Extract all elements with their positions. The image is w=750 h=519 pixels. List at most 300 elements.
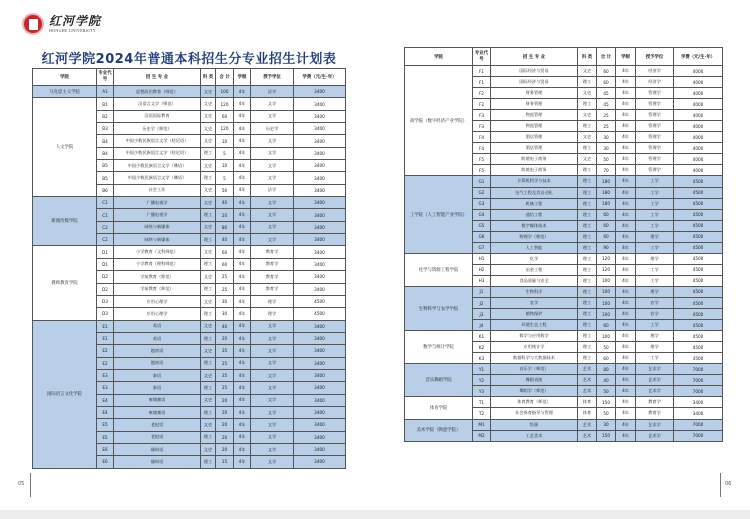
code-cell: F3 (473, 110, 491, 121)
degree-cell: 文学 (251, 110, 294, 122)
category-cell: 理工 (578, 253, 597, 264)
category-cell: 理工 (201, 357, 216, 369)
duration-cell: 4年 (234, 369, 251, 381)
college-cell: 化学与资源工程学院 (405, 253, 473, 286)
category-cell: 理工 (578, 77, 597, 88)
major-cell: 体育教育（师范） (491, 397, 578, 408)
duration-cell: 4年 (616, 77, 636, 88)
duration-cell: 4年 (616, 110, 636, 121)
duration-cell: 4年 (234, 443, 251, 455)
fee-cell: 3400 (294, 443, 346, 455)
duration-cell: 4年 (234, 295, 251, 307)
college-cell: 生物科学与农学学院 (405, 286, 473, 330)
code-cell: G2 (473, 187, 491, 198)
total-cell: 50 (597, 342, 616, 353)
total-cell: 20 (216, 419, 234, 431)
code-cell: G1 (473, 176, 491, 187)
category-cell: 理工 (578, 121, 597, 132)
code-cell: F2 (473, 99, 491, 110)
major-cell: 中国少数民族语言文学（彝语） (114, 172, 201, 184)
code-cell: F3 (473, 121, 491, 132)
degree-cell: 艺术学 (636, 430, 674, 441)
duration-cell: 4年 (616, 231, 636, 242)
degree-cell: 文学 (251, 147, 294, 159)
duration-cell: 4年 (616, 99, 636, 110)
code-cell: E6 (97, 456, 114, 468)
fee-cell: 4000 (674, 99, 723, 110)
category-cell: 理工 (578, 198, 597, 209)
degree-cell: 文学 (251, 332, 294, 344)
code-cell: F1 (473, 77, 491, 88)
degree-cell: 文学 (251, 357, 294, 369)
major-cell: 工艺美术 (491, 430, 578, 441)
duration-cell: 4年 (234, 221, 251, 233)
degree-cell: 文学 (251, 197, 294, 209)
duration-cell: 4年 (234, 332, 251, 344)
duration-cell: 4年 (234, 394, 251, 406)
major-cell: 机械工程 (491, 198, 578, 209)
degree-cell: 管理学 (636, 88, 674, 99)
total-cell: 60 (597, 220, 616, 231)
category-cell: 理工 (201, 234, 216, 246)
duration-cell: 4年 (616, 353, 636, 364)
major-cell: 中国少数民族语言文学（彝语） (114, 160, 201, 172)
degree-cell: 理学 (636, 231, 674, 242)
fee-cell: 3400 (674, 408, 723, 419)
degree-cell: 教育学 (251, 246, 294, 258)
category-cell: 理工 (201, 258, 216, 270)
fee-cell: 4000 (674, 143, 723, 154)
category-cell: 理工 (201, 456, 216, 468)
total-cell: 20 (216, 406, 234, 418)
table-row (405, 286, 723, 297)
category-cell: 文史 (201, 221, 216, 233)
fee-cell: 3400 (294, 382, 346, 394)
college-cell: 数学与统计学院 (405, 331, 473, 364)
total-cell: 5 (216, 147, 234, 159)
degree-cell: 工学 (636, 176, 674, 187)
category-cell: 理工 (578, 187, 597, 198)
duration-cell: 4年 (616, 253, 636, 264)
total-cell: 60 (597, 66, 616, 77)
viewer-bottom-band (0, 510, 750, 519)
category-cell: 文史 (201, 160, 216, 172)
code-cell: Y2 (473, 375, 491, 386)
duration-cell: 4年 (234, 184, 251, 196)
major-cell: 生物科学 (491, 286, 578, 297)
col-category: 科 类 (201, 69, 216, 86)
enrollment-table-right (404, 47, 723, 442)
duration-cell: 4年 (234, 419, 251, 431)
degree-cell: 理学 (636, 286, 674, 297)
left-table-body (33, 86, 346, 469)
degree-cell: 教育学 (251, 283, 294, 295)
degree-cell: 文学 (251, 382, 294, 394)
duration-cell: 4年 (234, 258, 251, 270)
degree-cell: 工学 (636, 198, 674, 209)
category-cell: 文史 (201, 246, 216, 258)
category-cell: 理工 (201, 147, 216, 159)
table-row (33, 246, 346, 258)
degree-cell: 管理学 (636, 99, 674, 110)
category-cell: 体育 (578, 397, 597, 408)
total-cell: 60 (597, 231, 616, 242)
duration-cell: 4年 (616, 397, 636, 408)
major-cell: 缅甸语 (114, 443, 201, 455)
category-cell: 艺术 (578, 386, 597, 397)
major-cell: 老挝语 (114, 419, 201, 431)
major-cell: 舞蹈表演 (491, 375, 578, 386)
major-cell: 小学教育（文科师范） (114, 246, 201, 258)
total-cell: 100 (597, 331, 616, 342)
duration-cell: 4年 (234, 382, 251, 394)
code-cell: C1 (97, 197, 114, 209)
major-cell: 小学教育（理科师范） (114, 258, 201, 270)
degree-cell: 工学 (636, 320, 674, 331)
total-cell: 30 (597, 132, 616, 143)
table-row (33, 320, 346, 332)
duration-cell: 4年 (616, 331, 636, 342)
total-cell: 60 (597, 353, 616, 364)
total-cell: 120 (597, 264, 616, 275)
fee-cell: 4000 (674, 132, 723, 143)
enrollment-table-left (32, 68, 346, 469)
fee-cell: 4500 (674, 297, 723, 308)
code-cell: C2 (97, 221, 114, 233)
degree-cell: 管理学 (636, 165, 674, 176)
category-cell: 艺术 (578, 430, 597, 441)
category-cell: 理工 (201, 406, 216, 418)
duration-cell: 4年 (616, 143, 636, 154)
code-cell: J1 (473, 286, 491, 297)
duration-cell: 4年 (616, 375, 636, 386)
degree-cell: 理学 (636, 253, 674, 264)
table-row (405, 66, 723, 77)
fee-cell: 4500 (674, 253, 723, 264)
major-cell: 植物保护 (491, 309, 578, 320)
total-cell: 60 (597, 209, 616, 220)
degree-cell: 管理学 (636, 121, 674, 132)
fee-cell: 3400 (294, 357, 346, 369)
code-cell: E1 (97, 320, 114, 332)
page-divider-right (720, 473, 721, 497)
duration-cell: 4年 (234, 234, 251, 246)
degree-cell: 农学 (636, 297, 674, 308)
page-number-left: 05 (18, 481, 25, 487)
category-cell: 理工 (578, 264, 597, 275)
category-cell: 理工 (578, 342, 597, 353)
category-cell: 理工 (201, 209, 216, 221)
fee-cell: 3400 (294, 209, 346, 221)
fee-cell: 4000 (674, 66, 723, 77)
duration-cell: 4年 (234, 456, 251, 468)
fee-cell: 7000 (674, 386, 723, 397)
college-cell: 人文学院 (33, 98, 97, 197)
major-cell: 思想政治教育（师范） (114, 86, 201, 98)
duration-cell: 4年 (616, 419, 636, 430)
duration-cell: 4年 (234, 271, 251, 283)
code-cell: F4 (473, 143, 491, 154)
total-cell: 100 (216, 86, 234, 98)
total-cell: 20 (216, 332, 234, 344)
duration-cell: 4年 (616, 209, 636, 220)
total-cell: 15 (216, 456, 234, 468)
degree-cell: 文学 (251, 209, 294, 221)
page-divider-left (30, 473, 31, 497)
major-cell: 国际经济与贸易 (491, 66, 578, 77)
degree-cell: 工学 (636, 242, 674, 253)
code-cell: H3 (473, 275, 491, 286)
col-major: 招 生 专 业 (491, 48, 578, 66)
logo-name-cn: 红河学院 (49, 14, 102, 28)
university-logo (22, 10, 101, 38)
col-degree: 授予学位 (251, 69, 294, 86)
major-cell: 社会体育指导与管理 (491, 408, 578, 419)
degree-cell: 工学 (636, 353, 674, 364)
duration-cell: 4年 (234, 110, 251, 122)
total-cell: 25 (597, 121, 616, 132)
degree-cell: 管理学 (636, 143, 674, 154)
duration-cell: 4年 (616, 187, 636, 198)
total-cell: 20 (216, 443, 234, 455)
degree-cell: 管理学 (636, 154, 674, 165)
college-cell: 工学院（人工智能产业学院） (405, 176, 473, 253)
total-cell: 180 (597, 198, 616, 209)
duration-cell: 4年 (234, 308, 251, 320)
fee-cell: 3400 (294, 160, 346, 172)
fee-cell: 7000 (674, 375, 723, 386)
major-cell: 化学 (491, 253, 578, 264)
major-cell: 网络与新媒体 (114, 234, 201, 246)
fee-cell: 4500 (674, 309, 723, 320)
duration-cell: 4年 (616, 275, 636, 286)
category-cell: 理工 (578, 297, 597, 308)
code-cell: F1 (473, 66, 491, 77)
total-cell: 100 (597, 297, 616, 308)
major-cell: 中国少数民族语言文学（哈尼语） (114, 147, 201, 159)
total-cell: 20 (216, 394, 234, 406)
code-cell: G6 (473, 231, 491, 242)
seal-icon (22, 13, 44, 35)
duration-cell: 4年 (234, 98, 251, 110)
fee-cell: 3400 (294, 197, 346, 209)
total-cell: 50 (216, 184, 234, 196)
total-cell: 50 (597, 386, 616, 397)
table-header-row (33, 69, 346, 86)
col-college: 学院 (405, 48, 473, 66)
duration-cell: 4年 (234, 123, 251, 135)
degree-cell: 文学 (251, 160, 294, 172)
fee-cell: 4500 (674, 209, 723, 220)
major-cell: 英语 (114, 320, 201, 332)
code-cell: M2 (473, 430, 491, 441)
category-cell: 体育 (578, 408, 597, 419)
category-cell: 文史 (578, 66, 597, 77)
degree-cell: 理学 (636, 342, 674, 353)
col-major: 招 生 专 业 (114, 69, 201, 86)
fee-cell: 3400 (294, 258, 346, 270)
degree-cell: 法学 (251, 86, 294, 98)
duration-cell: 4年 (616, 408, 636, 419)
duration-cell: 4年 (234, 406, 251, 418)
fee-cell: 3400 (294, 110, 346, 122)
fee-cell: 4500 (674, 242, 723, 253)
total-cell: 50 (597, 154, 616, 165)
total-cell: 100 (597, 309, 616, 320)
code-cell: E1 (97, 332, 114, 344)
degree-cell: 教育学 (251, 258, 294, 270)
fee-cell: 4000 (674, 165, 723, 176)
code-cell: K3 (473, 353, 491, 364)
total-cell: 25 (216, 357, 234, 369)
major-cell: 柬埔寨语 (114, 394, 201, 406)
total-cell: 30 (216, 308, 234, 320)
fee-cell: 3400 (294, 86, 346, 98)
code-cell: B6 (97, 184, 114, 196)
major-cell: 应用心理学 (114, 308, 201, 320)
major-cell: 计算机科学与技术 (491, 176, 578, 187)
col-fee: 学费（元/生·年） (674, 48, 723, 66)
major-cell: 音乐学（师范） (491, 364, 578, 375)
degree-cell: 历史学 (251, 123, 294, 135)
duration-cell: 4年 (234, 209, 251, 221)
duration-cell: 4年 (234, 345, 251, 357)
code-cell: T2 (473, 408, 491, 419)
col-duration: 学制 (234, 69, 251, 86)
duration-cell: 4年 (616, 309, 636, 320)
total-cell: 35 (216, 345, 234, 357)
fee-cell: 3400 (294, 283, 346, 295)
code-cell: E2 (97, 345, 114, 357)
major-cell: 物理学（师范） (491, 231, 578, 242)
code-cell: B4 (97, 147, 114, 159)
degree-cell: 文学 (251, 456, 294, 468)
fee-cell: 4000 (674, 88, 723, 99)
total-cell: 60 (597, 77, 616, 88)
category-cell: 文史 (201, 443, 216, 455)
table-row (405, 419, 723, 430)
major-cell: 广播电视学 (114, 197, 201, 209)
code-cell: E3 (97, 369, 114, 381)
duration-cell: 4年 (616, 66, 636, 77)
fee-cell: 3400 (294, 419, 346, 431)
duration-cell: 4年 (616, 220, 636, 231)
fee-cell: 4500 (674, 187, 723, 198)
duration-cell: 4年 (616, 121, 636, 132)
table-row (33, 197, 346, 209)
degree-cell: 理学 (251, 308, 294, 320)
total-cell: 60 (216, 110, 234, 122)
degree-cell: 文学 (251, 221, 294, 233)
fee-cell: 4500 (674, 320, 723, 331)
degree-cell: 教育学 (251, 271, 294, 283)
category-cell: 理工 (578, 353, 597, 364)
fee-cell: 3400 (294, 98, 346, 110)
code-cell: G3 (473, 198, 491, 209)
code-cell: G4 (473, 209, 491, 220)
fee-cell: 3400 (294, 234, 346, 246)
degree-cell: 经济学 (636, 66, 674, 77)
fee-cell: 4000 (674, 110, 723, 121)
major-cell: 柬埔寨语 (114, 406, 201, 418)
category-cell: 理工 (201, 172, 216, 184)
total-cell: 60 (216, 258, 234, 270)
total-cell: 35 (216, 369, 234, 381)
duration-cell: 4年 (616, 430, 636, 441)
duration-cell: 4年 (616, 386, 636, 397)
category-cell: 理工 (578, 242, 597, 253)
degree-cell: 艺术学 (636, 419, 674, 430)
degree-cell: 文学 (251, 419, 294, 431)
major-cell: 酒店管理 (491, 132, 578, 143)
major-cell: 数据科学与大数据技术 (491, 353, 578, 364)
col-fee: 学费（元/生·年） (294, 69, 346, 86)
fee-cell: 3400 (294, 456, 346, 468)
major-cell: 应用统计学 (491, 342, 578, 353)
degree-cell: 工学 (636, 209, 674, 220)
category-cell: 理工 (578, 176, 597, 187)
fee-cell: 3400 (294, 221, 346, 233)
major-cell: 中国少数民族语言文学（哈尼语） (114, 135, 201, 147)
duration-cell: 4年 (616, 364, 636, 375)
category-cell: 文史 (201, 123, 216, 135)
fee-cell: 4500 (674, 231, 723, 242)
total-cell: 40 (216, 234, 234, 246)
major-cell: 跨境电子商务 (491, 165, 578, 176)
table-row (405, 331, 723, 342)
total-cell: 180 (597, 176, 616, 187)
degree-cell: 经济学 (636, 77, 674, 88)
total-cell: 10 (216, 160, 234, 172)
duration-cell: 4年 (234, 160, 251, 172)
major-cell: 学前教育（师范） (114, 283, 201, 295)
total-cell: 100 (597, 275, 616, 286)
total-cell: 10 (216, 135, 234, 147)
duration-cell: 4年 (616, 264, 636, 275)
category-cell: 理工 (578, 275, 597, 286)
code-cell: C2 (97, 234, 114, 246)
total-cell: 45 (597, 88, 616, 99)
table-row (405, 176, 723, 187)
fee-cell: 4500 (674, 198, 723, 209)
total-cell: 80 (216, 221, 234, 233)
major-cell: 人工智能 (491, 242, 578, 253)
fee-cell: 4500 (674, 275, 723, 286)
code-cell: T1 (473, 397, 491, 408)
code-cell: A1 (97, 86, 114, 98)
major-cell: 数学与应用数学 (491, 331, 578, 342)
total-cell: 60 (216, 246, 234, 258)
degree-cell: 文学 (251, 443, 294, 455)
table-row (405, 364, 723, 375)
total-cell: 45 (597, 99, 616, 110)
total-cell: 25 (216, 283, 234, 295)
total-cell: 100 (597, 286, 616, 297)
major-cell: 越南语 (114, 357, 201, 369)
fee-cell: 3400 (294, 332, 346, 344)
category-cell: 理工 (578, 165, 597, 176)
total-cell: 180 (597, 187, 616, 198)
code-cell: E5 (97, 419, 114, 431)
degree-cell: 管理学 (636, 132, 674, 143)
col-code: 专业代号 (473, 48, 491, 66)
code-cell: F5 (473, 154, 491, 165)
degree-cell: 文学 (251, 172, 294, 184)
major-cell: 缅甸语 (114, 456, 201, 468)
fee-cell: 4500 (294, 295, 346, 307)
code-cell: Y1 (473, 364, 491, 375)
duration-cell: 4年 (616, 297, 636, 308)
